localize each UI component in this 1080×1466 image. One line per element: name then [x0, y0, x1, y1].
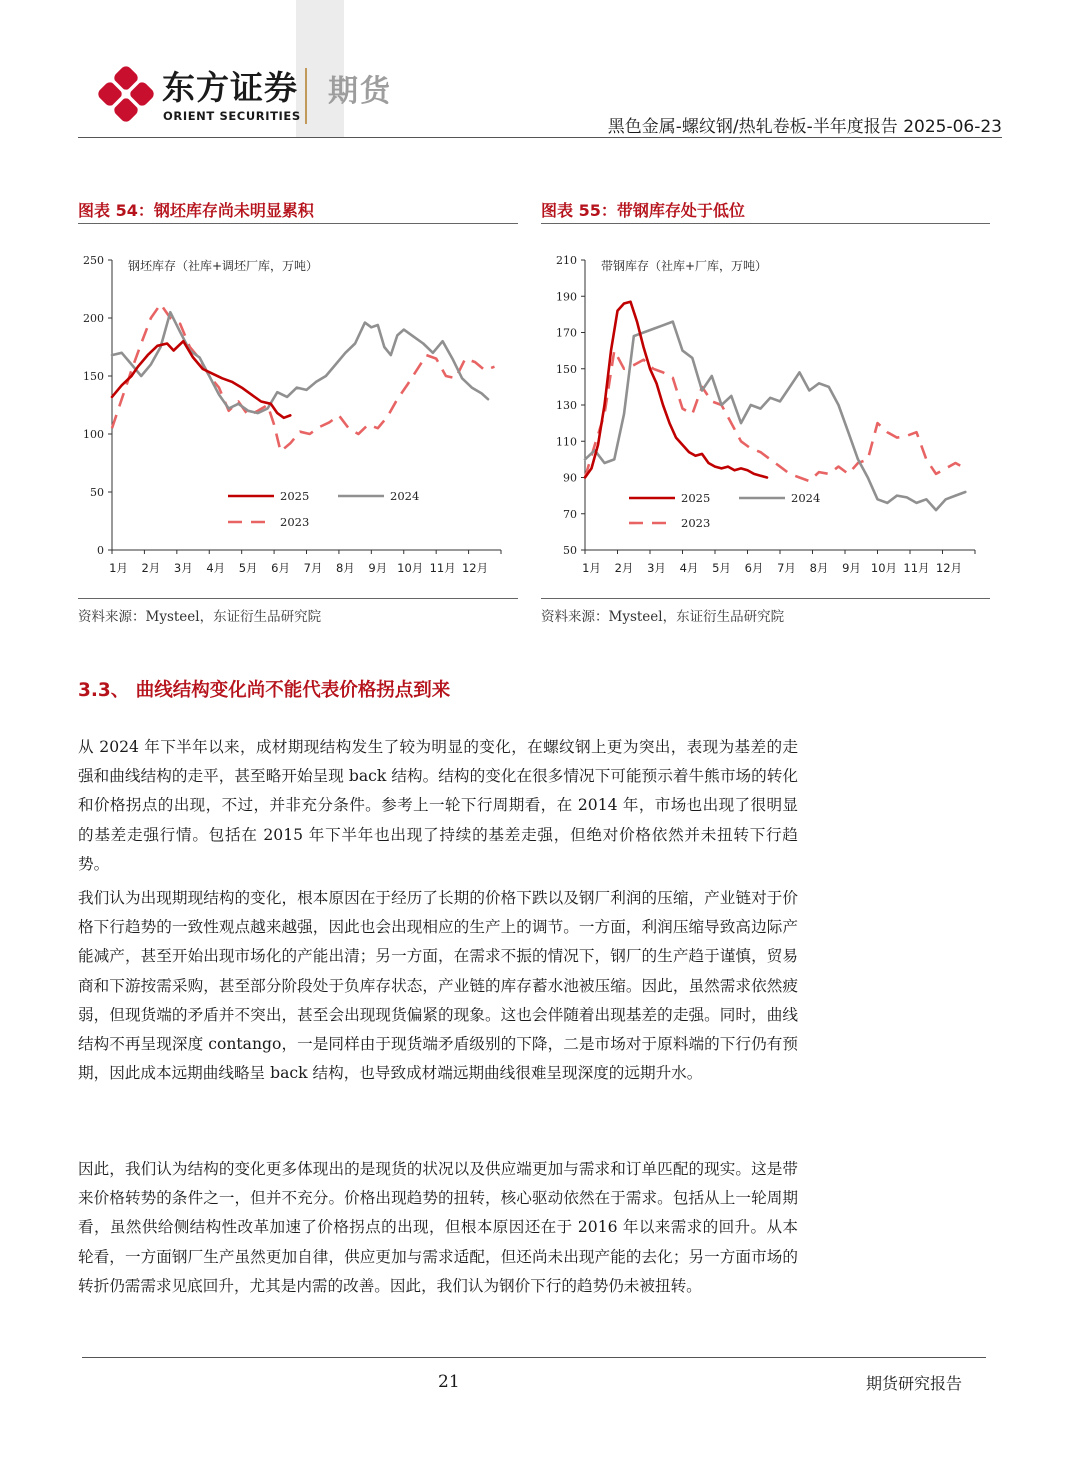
figure-55-y-tick-label: 210 — [556, 254, 577, 267]
brand-name-en: ORIENT SECURITIES — [163, 109, 301, 123]
figure-55-x-tick-label: 2月 — [614, 561, 634, 575]
figure-55-legend-label-2025: 2025 — [681, 491, 711, 505]
report-title: 黑色金属-螺纹钢/热轧卷板-半年度报告 2025-06-23 — [607, 117, 1002, 137]
brand-divider — [305, 68, 307, 124]
figure-54-x-tick-label: 10月 — [397, 561, 424, 575]
figure-54-series-2023-line — [112, 304, 495, 451]
figure-54-x-tick-label: 2月 — [141, 561, 161, 575]
figure-55-series-2024-line — [585, 322, 965, 511]
figure-54-legend-label-2025: 2025 — [280, 489, 310, 503]
page-number: 21 — [438, 1372, 460, 1392]
figure-55-x-tick-label: 12月 — [935, 561, 963, 575]
figure-54-y-tick-label: 0 — [97, 544, 104, 557]
figure-55-x-tick-label: 9月 — [842, 561, 861, 575]
figure-55-y-tick-label: 190 — [556, 290, 577, 304]
figure-55-x-tick-label: 3月 — [647, 561, 666, 575]
figure-54-chart-title: 钢坯库存（社库+调坯厂库，万吨） — [128, 259, 319, 273]
figure-55-x-tick-label: 7月 — [777, 561, 796, 575]
figure-55-y-tick-label: 90 — [563, 471, 577, 485]
figure-54-y-tick-label: 100 — [83, 428, 104, 441]
figure-54-top-rule — [78, 223, 518, 224]
figure-55-y-tick-label: 170 — [556, 326, 577, 340]
figure-54-legend-label-2024: 2024 — [390, 489, 420, 503]
figure-55-x-tick-label: 5月 — [712, 561, 731, 575]
brand-name-cn: 东方证券 — [162, 68, 298, 107]
figure-54-title: 图表 54：钢坯库存尚未明显累积 — [78, 201, 314, 220]
section-heading: 3.3、 曲线结构变化尚不能代表价格拐点到来 — [78, 680, 451, 701]
figure-55-x-tick-label: 11月 — [903, 561, 930, 575]
figure-55-x-tick-label: 10月 — [870, 561, 898, 575]
figure-54-source: 资料来源：Mysteel，东证衍生品研究院 — [78, 609, 322, 625]
figure-54-x-tick-label: 3月 — [173, 561, 193, 575]
figure-55-x-tick-label: 8月 — [809, 561, 829, 575]
figure-54-x-tick-label: 8月 — [335, 561, 355, 575]
figure-55-series-2023-line — [585, 351, 965, 482]
figure-54-y-tick-label: 200 — [83, 312, 104, 325]
figure-55-chart-svg — [541, 240, 990, 592]
figure-55-top-rule — [541, 223, 990, 224]
figure-54-x-tick-label: 7月 — [303, 561, 323, 575]
paragraph-1: 从 2024 年下半年以来，成材期现结构发生了较为明显的变化，在螺纹钢上更为突出，表现为基差的走强和曲线结构的走平，甚至略开始呈现 back 结构。结构的变化在很多情况下可能预示着牛熊市场的转化和价格拐点的出现，不过，并非充分条件。参考上一轮下行周期看，在 2014 年，市场也出现了很明显的基差走强行情。包括在 2015 年下半年也出现了持续的基差走强，但绝对价格依然并未扭转下行趋势。 — [78, 738, 798, 873]
figure-54-chart — [78, 240, 518, 592]
paragraph-2: 我们认为出现期现结构的变化，根本原因在于经历了长期的价格下跌以及钢厂利润的压缩，产业链对于价格下行趋势的一致性观点越来越强，因此也会出现相应的生产上的调节。一方面，利润压缩导致高边际产能减产，甚至开始出现市场化的产能出清；另一方面，在需求不振的情况下，钢厂的生产趋于谨慎，贸易商和下游按需采购，甚至部分阶段处于负库存状态，产业链的库存蓄水池被压缩。因此，虽然需求依然疲弱，但现货端的矛盾并不突出，甚至会出现现货偏紧的现象。这也会伴随着出现基差的走强。同时，曲线结构不再呈现深度 contango，一是同样由于现货端矛盾级别的下降，二是市场对于原料端的下行仍有预期，因此成本远期曲线略呈 back 结构，也导致成材端远期曲线很难呈现深度的远期升水。 — [78, 889, 798, 1083]
figure-55-bottom-rule — [541, 598, 990, 599]
figure-54-x-tick-label: 5月 — [238, 561, 258, 575]
figure-55-y-tick-label: 150 — [556, 362, 577, 376]
figure-55-y-tick-label: 110 — [556, 435, 577, 449]
header-divider — [78, 137, 1002, 138]
figure-54-x-tick-label: 4月 — [206, 561, 226, 575]
figure-54-x-tick-label: 6月 — [271, 561, 290, 575]
figure-55-y-tick-label: 70 — [563, 507, 577, 521]
figure-55-chart-title: 带钢库存（社库+厂库，万吨） — [601, 259, 768, 273]
figure-54-x-tick-label: 9月 — [368, 561, 388, 575]
figure-54-x-tick-label: 1月 — [109, 561, 128, 575]
figure-55-y-tick-label: 50 — [563, 544, 577, 557]
figure-54-y-tick-label: 150 — [83, 370, 104, 383]
figure-54-chart-svg — [78, 240, 518, 592]
figure-55-title: 图表 55：带钢库存处于低位 — [541, 201, 745, 220]
figure-54-series-2024-line — [112, 312, 488, 413]
figure-54-x-tick-label: 12月 — [461, 561, 489, 575]
footer-divider — [82, 1357, 986, 1358]
orient-securities-logo-icon — [98, 66, 154, 122]
figure-55-x-tick-label: 4月 — [679, 561, 699, 575]
figure-54-x-tick-label: 11月 — [429, 561, 456, 575]
figure-55-legend-label-2023: 2023 — [681, 516, 711, 530]
figure-55-y-tick-label: 130 — [556, 399, 577, 412]
paragraph-3: 因此，我们认为结构的变化更多体现出的是现货的状况以及供应端更加与需求和订单匹配的现实。这是带来价格转势的条件之一，但并不充分。价格出现趋势的扭转，核心驱动依然在于需求。包括从上一轮周期看，虽然供给侧结构性改革加速了价格拐点的出现，但根本原因还在于 2016 年以来需求的回升。从本轮看，一方面钢厂生产虽然更加自律，供应更加与需求适配，但还尚未出现产能的去化；另一方面市场的转折仍需需求见底回升，尤其是内需的改善。因此，我们认为钢价下行的趋势仍未被扭转。 — [78, 1160, 798, 1295]
footer-label: 期货研究报告 — [865, 1374, 962, 1393]
figure-55-x-tick-label: 6月 — [744, 561, 764, 575]
figure-54-y-tick-label: 50 — [90, 486, 104, 499]
figure-55-x-tick-label: 1月 — [582, 561, 601, 575]
figure-55-source: 资料来源：Mysteel，东证衍生品研究院 — [541, 609, 785, 625]
figure-54-y-tick-label: 250 — [83, 254, 104, 267]
figure-55-legend-label-2024: 2024 — [791, 491, 821, 505]
figure-54-legend-label-2023: 2023 — [280, 515, 310, 529]
brand-futures-label: 期货 — [328, 74, 392, 109]
header-grey-band — [296, 0, 344, 137]
figure-54-bottom-rule — [78, 598, 518, 599]
figure-55-chart — [541, 240, 990, 592]
